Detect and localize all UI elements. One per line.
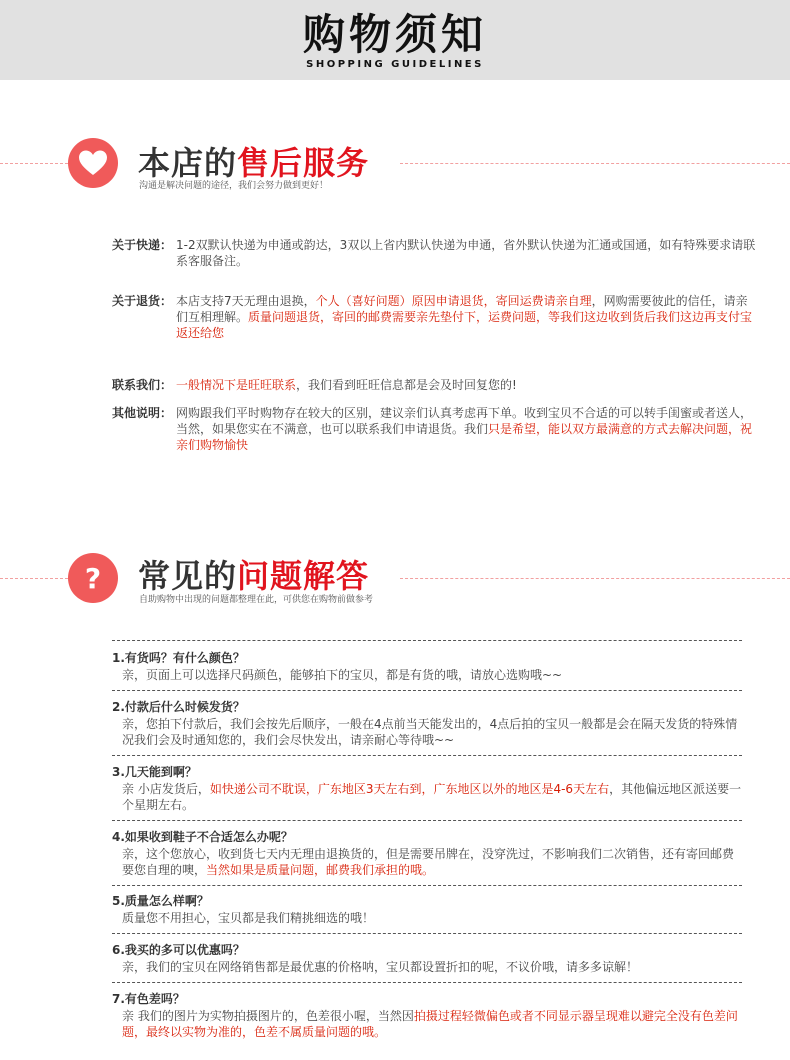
body-text: 1-2双默认快递为申通或韵达，3双以上省内默认快递为申通，省外默认快递为汇通或国通，如有特殊要求请联系客服备注。 xyxy=(176,238,756,268)
body-text: 亲，页面上可以选择尺码颜色，能够拍下的宝贝，都是有货的哦，请放心选购哦~~ xyxy=(122,668,563,682)
highlight-text: 拍摄过程轻微偏色或者不同显示器呈现难以避完全没有色差问题，最终以实物为准的，色差不属质量问题的哦。 xyxy=(122,1009,738,1039)
faq-subtitle: 自助购物中出现的问题都整理在此，可供您在购物前做参考 xyxy=(139,595,374,605)
faq-item xyxy=(112,991,742,1040)
service-label: 联系我们： xyxy=(112,378,173,392)
service-text xyxy=(176,293,756,341)
body-text: ，我们看到旺旺信息都是会及时回复您的! xyxy=(296,378,517,392)
highlight-text: 如快递公司不耽误，广东地区3天左右到，广东地区以外的地区是4-6天左右 xyxy=(209,782,610,796)
faq-item xyxy=(112,650,742,683)
body-text: 亲，您拍下付款后，我们会按先后顺序，一般在4点前当天能发出的，4点后拍的宝贝一般都是会在隔天发货的特殊情况我们会及时通知您的，我们会尽快发出，请亲耐心等待哦~~ xyxy=(122,717,738,747)
heart-icon xyxy=(68,138,118,188)
faq-separator xyxy=(112,755,742,756)
after-sales-subtitle: 沟通是解决问题的途径，我们会努力做到更好！ xyxy=(139,181,329,191)
body-text: ，网购需要彼此的信任，请亲们互相理解。 xyxy=(176,294,748,324)
faq-item xyxy=(112,699,742,748)
faq-question: 7.有色差吗？ xyxy=(112,992,185,1006)
faq-title: 常见的问题解答 xyxy=(138,557,370,595)
faq-answer xyxy=(112,959,742,975)
faq-question: 2.付款后什么时候发货？ xyxy=(112,700,245,714)
faq-question: 4.如果收到鞋子不合适怎么办呢？ xyxy=(112,830,293,844)
section-divider xyxy=(400,163,790,164)
body-text: 网购跟我们平时购物存在较大的区别，建议亲们认真考虑再下单。收到宝贝不合适的可以转手闺蜜或者送人，当然，如果您实在不满意，也可以联系我们申请退货。我们 xyxy=(176,406,753,436)
section-divider xyxy=(400,578,790,579)
highlight-text: 个人（喜好问题）原因申请退货，寄回运费请亲自理 xyxy=(315,294,592,308)
faq-separator xyxy=(112,933,742,934)
faq-item xyxy=(112,942,742,975)
faq-separator xyxy=(112,820,742,821)
highlight-text: 一般情况下是旺旺联系 xyxy=(176,378,297,392)
service-label: 关于快递： xyxy=(112,238,173,252)
faq-separator xyxy=(112,982,742,983)
faq-answer xyxy=(112,846,742,878)
page-subtitle: SHOPPING GUIDELINES xyxy=(306,59,484,70)
service-label: 关于退货： xyxy=(112,294,173,308)
faq-answer xyxy=(112,781,742,813)
body-text: 亲，我们的宝贝在网络销售都是最优惠的价格呐，宝贝都设置折扣的呢，不议价哦，请多多谅解！ xyxy=(122,960,639,974)
service-label: 其他说明： xyxy=(112,406,173,420)
header-banner xyxy=(0,0,790,80)
after-sales-title: 本店的售后服务 xyxy=(138,144,370,182)
highlight-text: 只是希望，能以双方最满意的方式去解决问题，祝亲们购物愉快 xyxy=(176,422,753,452)
service-text xyxy=(176,405,756,453)
body-text: 亲 我们的图片为实物拍摄图片的，色差很小喔，当然因 xyxy=(122,1009,414,1023)
faq-question: 5.质量怎么样啊？ xyxy=(112,894,209,908)
highlight-text: 当然如果是质量问题，邮费我们承担的哦。 xyxy=(206,863,435,877)
question-icon: ? xyxy=(68,553,118,603)
highlight-text: 质量问题退货，寄回的邮费需要亲先垫付下，运费问题，等我们这边收到货后我们这边再支付宝返还给您 xyxy=(176,310,753,340)
body-text: ，其他偏远地区派送要一个星期左右。 xyxy=(122,782,742,812)
faq-separator xyxy=(112,885,742,886)
faq-answer xyxy=(112,716,742,748)
faq-item xyxy=(112,829,742,878)
body-text: 质量您不用担心，宝贝都是我们精挑细选的哦！ xyxy=(122,911,375,925)
faq-separator xyxy=(112,640,742,641)
body-text: 亲，这个您放心，收到货七天内无理由退换货的，但是需要吊牌在，没穿洗过，不影响我们二次销售，还有寄回邮费要您自理的噢， xyxy=(122,847,735,877)
faq-item xyxy=(112,764,742,813)
faq-answer xyxy=(112,667,742,683)
page-title: 购物须知 xyxy=(302,10,487,59)
faq-question: 1.有货吗？有什么颜色？ xyxy=(112,651,245,665)
faq-question: 6.我买的多可以优惠吗？ xyxy=(112,943,245,957)
faq-answer xyxy=(112,910,742,926)
service-text xyxy=(176,237,756,269)
body-text: 本店支持7天无理由退换， xyxy=(176,294,316,308)
faq-answer xyxy=(112,1008,742,1040)
body-text: 亲 小店发货后， xyxy=(122,782,210,796)
faq-separator xyxy=(112,690,742,691)
faq-item xyxy=(112,893,742,926)
faq-question: 3.几天能到啊？ xyxy=(112,765,197,779)
service-text xyxy=(176,377,756,393)
